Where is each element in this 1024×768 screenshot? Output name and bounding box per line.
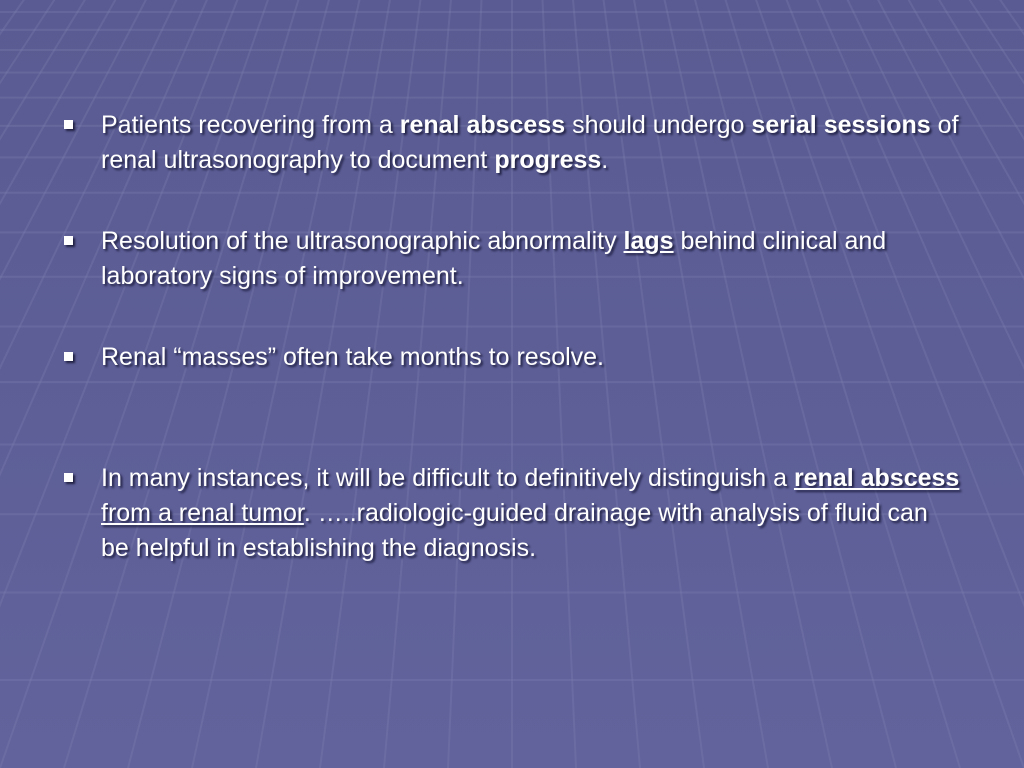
text-segment: progress <box>494 146 602 174</box>
text-segment: renal abscess <box>793 464 960 492</box>
square-bullet-icon <box>64 120 73 129</box>
text-segment: Renal “masses” often take months to resolve. <box>101 343 605 371</box>
text-segment: . <box>601 146 609 174</box>
text-segment: of renal ultrasonography to document <box>101 111 959 174</box>
text-segment: Patients recovering from a <box>101 111 400 139</box>
bullet-item <box>60 224 960 294</box>
bullet-list <box>60 108 960 566</box>
bullet-text <box>101 227 886 290</box>
text-segment: In many instances, it will be difficult to definitively distinguish a <box>101 464 794 492</box>
bullet-text <box>101 464 959 562</box>
square-bullet-icon <box>64 352 73 361</box>
text-segment: Resolution of the ultrasonographic abnormality <box>101 227 624 255</box>
text-segment: . …..radiologic-guided drainage with analysis of fluid can be helpful in establishing the diagnosis. <box>101 499 928 562</box>
square-bullet-icon <box>64 473 73 482</box>
text-segment: renal abscess <box>399 111 566 139</box>
text-segment: from a renal tumor <box>101 499 304 527</box>
bullet-item <box>60 461 960 566</box>
text-segment: lags <box>623 227 674 255</box>
bullet-item <box>60 108 960 178</box>
bullet-text <box>101 343 604 371</box>
text-segment: should undergo <box>565 111 752 139</box>
bullet-item <box>60 340 960 375</box>
text-segment: behind clinical and laboratory signs of improvement. <box>101 227 887 290</box>
bullet-text <box>101 111 959 174</box>
text-segment: serial sessions <box>751 111 931 139</box>
square-bullet-icon <box>64 236 73 245</box>
